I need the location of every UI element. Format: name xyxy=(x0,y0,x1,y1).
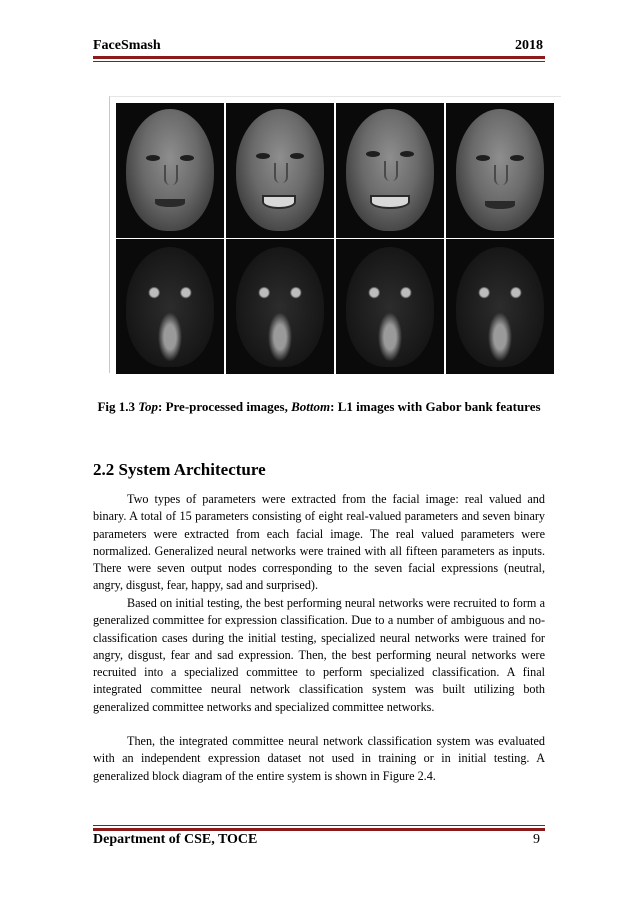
page-number: 9 xyxy=(533,832,540,847)
caption-top-text: : Pre-processed images, xyxy=(158,399,292,414)
caption-fig-label: Fig 1.3 xyxy=(97,399,139,414)
caption-bottom-text: : L1 images with Gabor bank features xyxy=(330,399,541,414)
footer-department: Department of CSE, TOCE xyxy=(93,832,258,847)
gabor-face-3 xyxy=(336,239,444,374)
preprocessed-face-4 xyxy=(446,103,554,238)
preprocessed-face-2 xyxy=(226,103,334,238)
figure-caption xyxy=(0,399,638,415)
preprocessed-face-3 xyxy=(336,103,444,238)
section-heading: 2.2 System Architecture xyxy=(93,460,266,479)
gabor-face-4 xyxy=(446,239,554,374)
gabor-face-2 xyxy=(226,239,334,374)
header-year: 2018 xyxy=(515,38,543,53)
paragraph-2: Based on initial testing, the best performing neural networks were recruited to form a generalized committee for expression classification. Due to a number of ambiguous and no-classification cases during the initial testing, specialized neural networks were trained for angry, disgust, fear and sad expression. Then, the best performing neural networks were recruited into a specialized committee to perform specialized classification. A final integrated committee neural network classification system was built utilizing both generalized committee networks and specialized committee networks. xyxy=(93,596,545,714)
gabor-face-1 xyxy=(116,239,224,374)
header-rule xyxy=(93,56,545,62)
paragraph-1: Two types of parameters were extracted from the facial image: real valued and binary. A total of 15 parameters consisting of eight real-valued parameters and seven binary parameters were extracted from each facial image. The real valued parameters were normalized. Generalized neural networks were trained with all fifteen parameters as inputs. There were seven output nodes corresponding to the seven facial expressions (neutral, angry, disgust, fear, happy, sad and surprised). xyxy=(93,492,545,593)
caption-bottom-word: Bottom xyxy=(291,399,331,414)
preprocessed-face-1 xyxy=(116,103,224,238)
caption-top-word: Top xyxy=(138,399,158,414)
header-title: FaceSmash xyxy=(93,38,161,53)
face-figure xyxy=(109,96,561,373)
footer-rule xyxy=(93,825,545,831)
paragraph-3: Then, the integrated committee neural network classification system was evaluated with an independent expression dataset not used in training or in initial testing. A generalized block diagram of the entire system is shown in Figure 2.4. xyxy=(93,734,545,783)
